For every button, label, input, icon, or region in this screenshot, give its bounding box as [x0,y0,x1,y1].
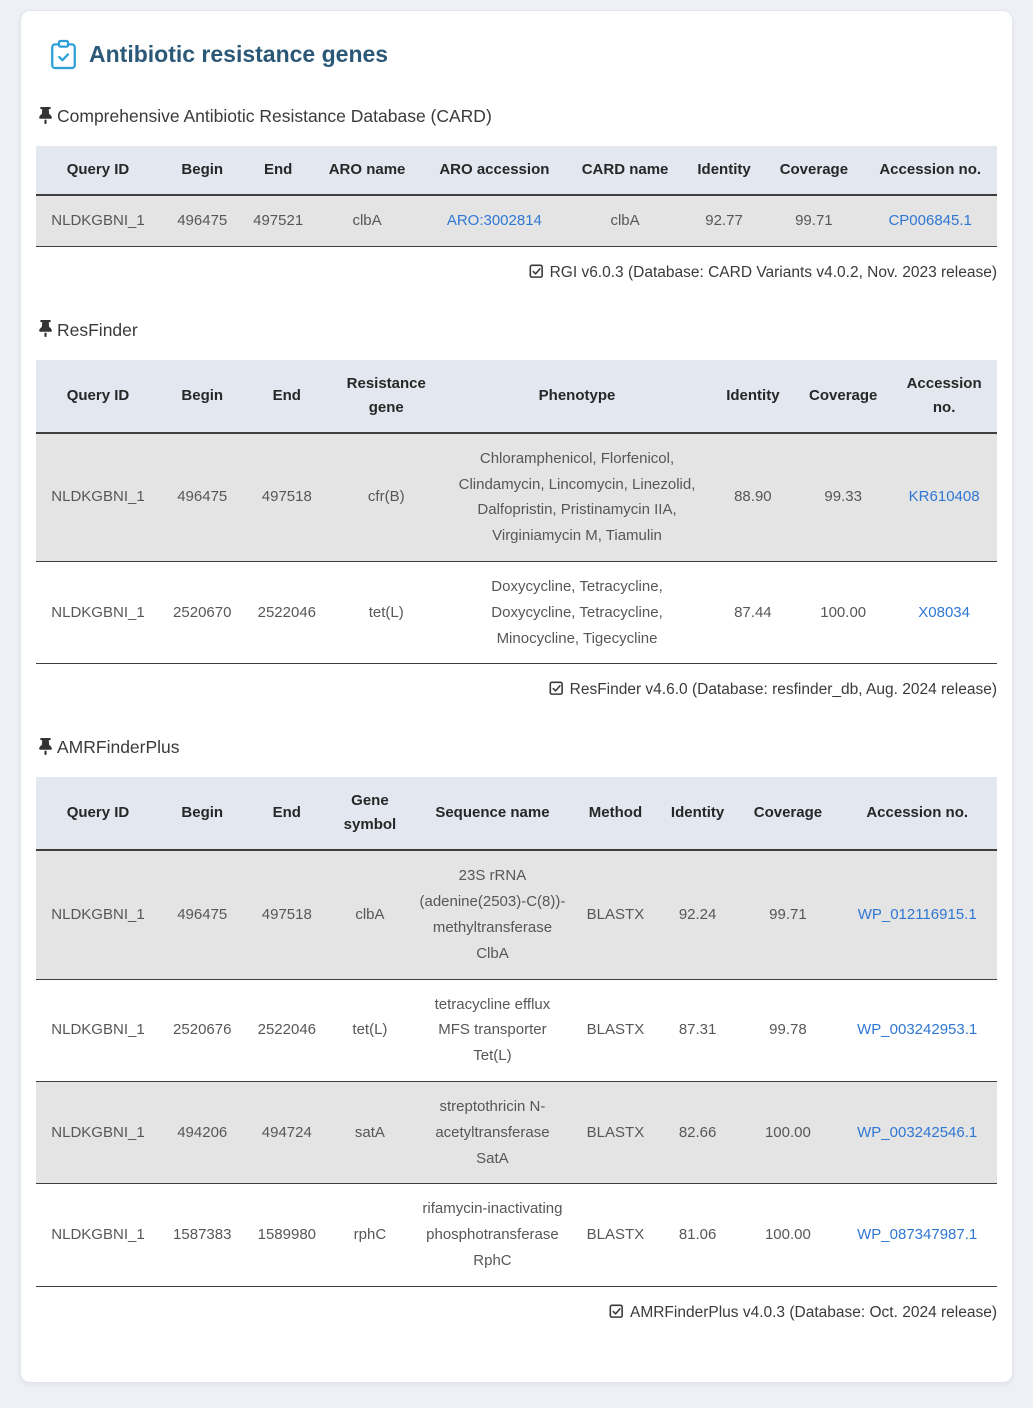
table-cell: NLDKGBNI_1 [36,433,160,562]
table-cell: 1589980 [245,1184,330,1286]
table-row [36,195,997,246]
table-cell: 99.71 [738,850,837,979]
table-row [36,561,997,663]
accession-link[interactable]: X08034 [918,603,970,621]
table-cell: BLASTX [574,1081,657,1183]
table-caption [36,681,997,701]
table-cell: 92.24 [657,850,739,979]
table-cell: tet(L) [329,561,443,663]
column-header: Identity [657,777,739,850]
page-title-text: Antibiotic resistance genes [89,41,389,67]
column-header: Gene symbol [329,777,411,850]
table-cell: 88.90 [711,433,796,562]
table-cell: 497518 [245,433,330,562]
sections-container [36,106,997,1324]
table-cell: 497518 [245,850,330,979]
accession-link[interactable]: WP_087347987.1 [857,1226,978,1244]
accession-link[interactable]: CP006845.1 [888,212,972,229]
table-cell: 496475 [160,850,245,979]
column-header: Method [574,777,657,850]
header-row [36,777,997,850]
column-header: End [245,777,330,850]
table-cell: NLDKGBNI_1 [36,979,160,1081]
table-row [36,1081,997,1183]
table-cell: streptothricin N-acetyltransferase SatA [411,1081,574,1183]
table-cell: 1587383 [160,1184,245,1286]
table-cell: NLDKGBNI_1 [36,850,160,979]
table-cell [863,195,997,246]
column-header: Phenotype [443,360,710,433]
table-cell: 100.00 [738,1184,837,1286]
table-cell: 99.78 [738,979,837,1081]
accession-link[interactable]: KR610408 [908,488,980,506]
table-row [36,979,997,1081]
table-caption [36,1304,997,1324]
table-cell: rphC [329,1184,411,1286]
column-header: Begin [160,777,245,850]
table-row [36,850,997,979]
column-header: Resistance gene [329,360,443,433]
column-header: Begin [160,360,245,433]
column-header: End [245,146,312,195]
column-header: Sequence name [411,777,574,850]
header-row [36,360,997,433]
column-header: Identity [684,146,765,195]
results-table [36,146,997,247]
table-cell: clbA [312,195,423,246]
table-cell: 82.66 [657,1081,739,1183]
results-table [36,777,997,1286]
table-cell [837,979,997,1081]
section-heading [38,106,997,127]
table-cell: 100.00 [738,1081,837,1183]
table-cell: 496475 [160,433,245,562]
table-cell: NLDKGBNI_1 [36,1184,160,1286]
table-cell: satA [329,1081,411,1183]
checked-box-icon [529,264,544,284]
table-cell: BLASTX [574,979,657,1081]
table-cell: NLDKGBNI_1 [36,561,160,663]
table-cell: clbA [566,195,683,246]
accession-link[interactable]: ARO:3002814 [446,212,542,229]
section-heading-text: Comprehensive Antibiotic Resistance Database (CARD) [57,106,492,126]
accession-link[interactable]: WP_012116915.1 [857,906,977,924]
accession-link[interactable]: WP_003242546.1 [857,1123,978,1141]
column-header: Coverage [764,146,863,195]
column-header: ARO name [312,146,423,195]
section-heading [38,320,997,341]
table-cell [837,850,997,979]
column-header: Query ID [36,777,160,850]
checked-box-icon [609,1304,624,1324]
pushpin-icon [38,107,53,124]
table-cell: rifamycin-inactivating phosphotransferase RphC [411,1184,574,1286]
checked-box-icon [549,681,564,701]
column-header: ARO accession [422,146,566,195]
table-cell: 2522046 [245,561,330,663]
table-cell: 92.77 [684,195,765,246]
table-cell: 81.06 [657,1184,739,1286]
table-cell: 87.31 [657,979,739,1081]
column-header: Accession no. [837,777,997,850]
caption-text: RGI v6.0.3 (Database: CARD Variants v4.0.2, Nov. 2023 release) [549,263,997,281]
content-card [20,10,1013,1383]
column-header: Coverage [738,777,837,850]
table-cell: tet(L) [329,979,411,1081]
caption-text: AMRFinderPlus v4.0.3 (Database: Oct. 2024 release) [629,1303,997,1321]
table-cell: cfr(B) [329,433,443,562]
table-cell: 497521 [245,195,312,246]
section-resfinder [36,320,997,702]
column-header: Accession no. [891,360,997,433]
table-cell [891,433,997,562]
table-cell: 2520670 [160,561,245,663]
section-heading [38,737,997,758]
table-cell: 99.33 [795,433,891,562]
page-title [50,39,997,70]
table-cell [837,1184,997,1286]
table-cell: 100.00 [795,561,891,663]
table-cell: NLDKGBNI_1 [36,195,160,246]
table-cell: 87.44 [711,561,796,663]
column-header: Identity [711,360,796,433]
clipboard-check-icon [50,39,77,70]
table-cell: 99.71 [764,195,863,246]
table-cell: clbA [329,850,411,979]
table-cell: Chloramphenicol, Florfenicol, Clindamycin, Lincomycin, Linezolid, Dalfopristin, Pristinamycin IIA, Virginiamycin M, Tiamulin [443,433,710,562]
column-header: Begin [160,146,245,195]
section-comprehensive-antibiotic-resistance-database-card [36,106,997,284]
table-cell: 496475 [160,195,245,246]
column-header: Query ID [36,146,160,195]
table-row [36,1184,997,1286]
table-cell: 23S rRNA (adenine(2503)-C(8))-methyltransferase ClbA [411,850,574,979]
table-cell [422,195,566,246]
table-cell: NLDKGBNI_1 [36,1081,160,1183]
section-amrfinderplus [36,737,997,1323]
column-header: Accession no. [863,146,997,195]
accession-link[interactable]: WP_003242953.1 [857,1021,978,1039]
section-heading-text: ResFinder [57,319,138,340]
results-table [36,360,997,665]
table-cell [837,1081,997,1183]
section-heading-text: AMRFinderPlus [57,737,180,758]
table-cell [891,561,997,663]
table-cell: BLASTX [574,850,657,979]
column-header: End [245,360,330,433]
table-cell: Doxycycline, Tetracycline, Doxycycline, Tetracycline, Minocycline, Tigecycline [443,561,710,663]
column-header: Query ID [36,360,160,433]
table-caption [36,264,997,284]
table-cell: 2522046 [245,979,330,1081]
pushpin-icon [38,738,53,755]
pushpin-icon [38,320,53,337]
table-cell: 494206 [160,1081,245,1183]
table-cell: 494724 [245,1081,330,1183]
table-cell: 2520676 [160,979,245,1081]
table-cell: tetracycline efflux MFS transporter Tet(L) [411,979,574,1081]
caption-text: ResFinder v4.6.0 (Database: resfinder_db, Aug. 2024 release) [569,681,997,699]
header-row [36,146,997,195]
table-row [36,433,997,562]
column-header: Coverage [795,360,891,433]
table-cell: BLASTX [574,1184,657,1286]
column-header: CARD name [566,146,683,195]
